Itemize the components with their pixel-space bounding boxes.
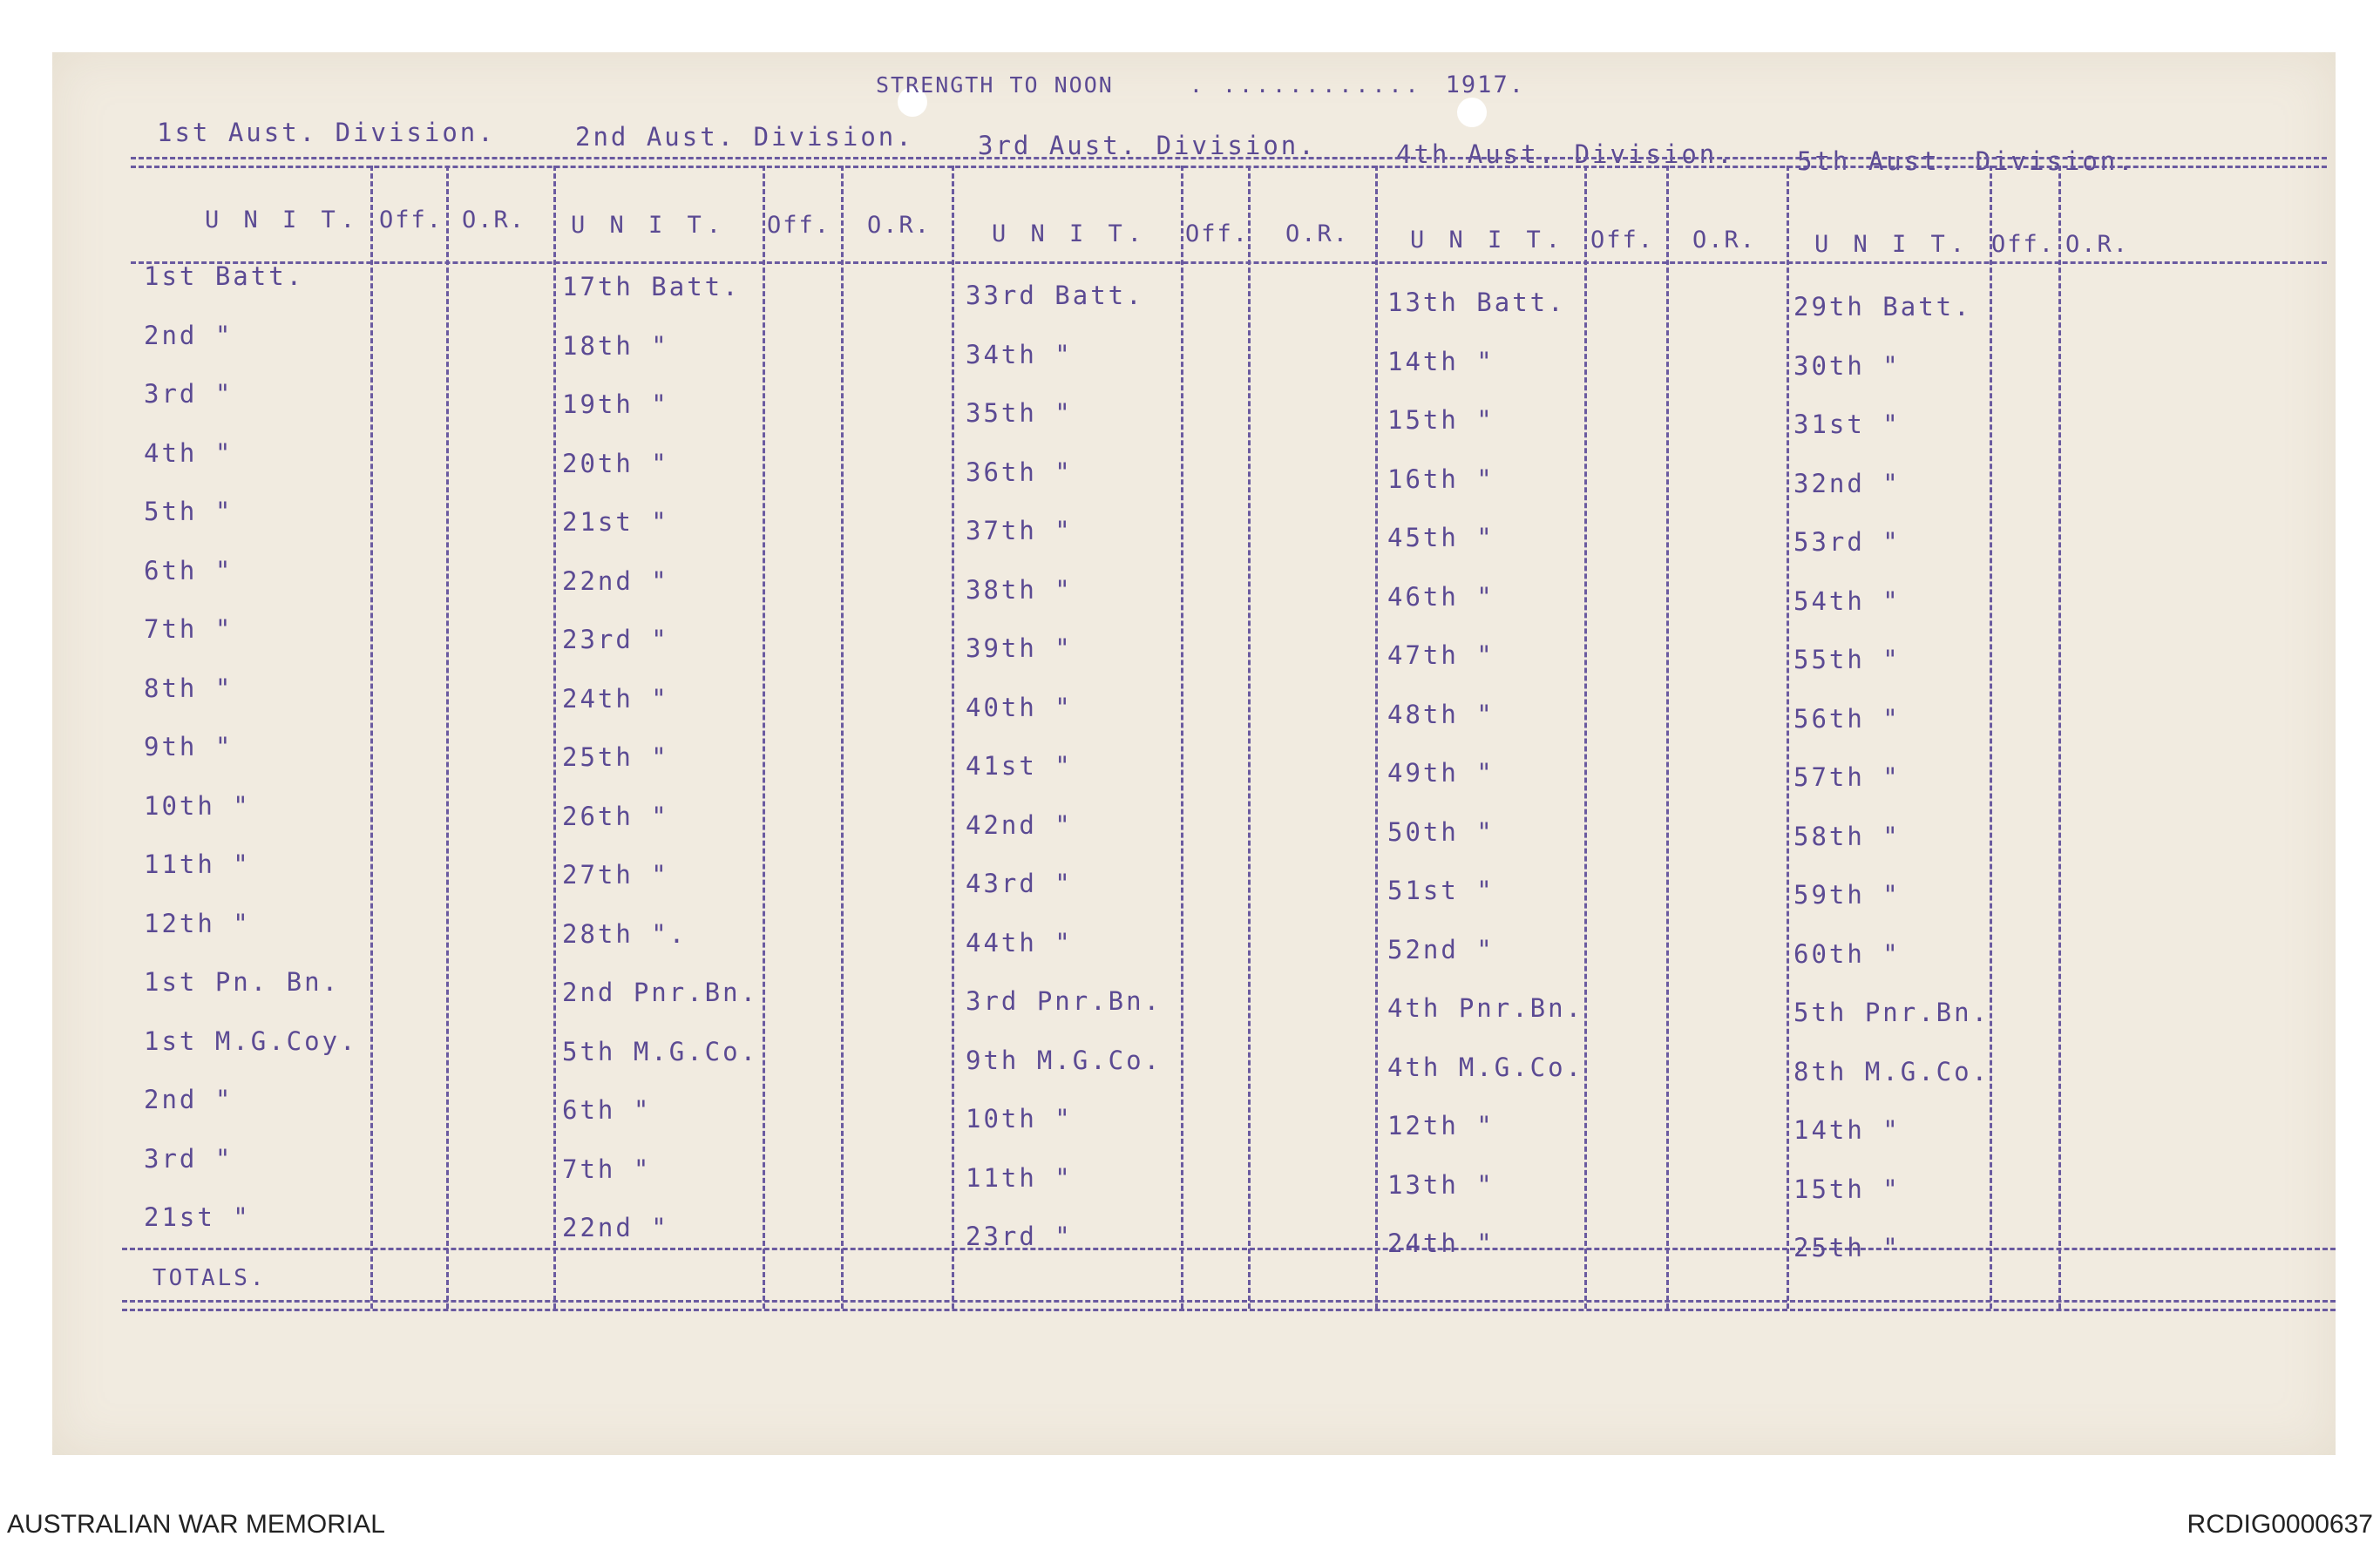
vrule-d3-or (1248, 166, 1251, 1309)
rule-bottom-double (122, 1309, 2336, 1311)
unit-cell: 53rd " (1793, 527, 1901, 557)
unit-cell: 34th " (966, 339, 1073, 369)
unit-cell: 14th " (1793, 1115, 1901, 1145)
unit-cell: 39th " (966, 633, 1073, 663)
unit-cell: 21st " (562, 507, 669, 537)
vrule-d1-off (370, 166, 373, 1309)
unit-cell: 3rd Pnr.Bn. (966, 986, 1163, 1016)
footer-archive-name: AUSTRALIAN WAR MEMORIAL (7, 1510, 385, 1539)
unit-cell: 31st " (1793, 409, 1901, 439)
unit-cell: 12th " (144, 908, 251, 938)
unit-cell: 4th Pnr.Bn. (1387, 993, 1584, 1023)
unit-cell: 38th " (966, 574, 1073, 605)
unit-cell: 2nd Pnr.Bn. (562, 978, 759, 1007)
unit-cell: 1st Pn. Bn. (144, 967, 341, 997)
unit-cell: 52nd " (1387, 934, 1495, 965)
unit-cell: 24th " (1387, 1228, 1495, 1258)
division-heading-3: 3rd Aust. Division. (978, 131, 1317, 160)
unit-cell: 2nd " (144, 320, 234, 350)
unit-cell: 5th M.G.Co. (562, 1036, 759, 1066)
rule-under-headers (131, 261, 2327, 264)
rule-above-totals (122, 1248, 2336, 1250)
unit-cell: 1st Batt. (144, 261, 305, 291)
unit-cell: 10th " (144, 790, 251, 821)
title-year: 1917. (1445, 71, 1525, 98)
unit-cell: 33rd Batt. (966, 281, 1144, 310)
unit-cell: 22nd " (562, 1213, 669, 1242)
unit-cell: 11th " (144, 849, 251, 879)
vrule-d2-unit (553, 166, 556, 1309)
rule-top-double (131, 166, 2327, 168)
unit-cell: 54th " (1793, 585, 1901, 616)
unit-cell: 57th " (1793, 762, 1901, 792)
unit-cell: 51st " (1387, 876, 1495, 905)
unit-cell: 43rd " (966, 869, 1073, 898)
division-heading-2: 2nd Aust. Division. (575, 122, 914, 152)
vrule-d5-off (1990, 166, 1992, 1309)
division-heading-1: 1st Aust. Division. (157, 118, 496, 147)
unit-cell: 44th " (966, 927, 1073, 958)
unit-cell: 4th " (144, 437, 234, 468)
vrule-d4-off (1584, 166, 1587, 1309)
unit-cell: 45th " (1387, 523, 1495, 552)
unit-cell: 60th " (1793, 938, 1901, 969)
unit-cell: 32nd " (1793, 468, 1901, 498)
unit-cell: 25th " (1793, 1233, 1901, 1262)
unit-cell: 8th " (144, 673, 234, 703)
unit-cell: 5th " (144, 497, 234, 526)
unit-cell: 4th M.G.Co. (1387, 1052, 1584, 1082)
rule-below-totals (122, 1300, 2336, 1303)
col-or-d3: O.R. (1285, 220, 1350, 247)
unit-cell: 7th " (144, 614, 234, 644)
col-or-d1: O.R. (462, 206, 526, 234)
punch-hole-right (1457, 98, 1487, 127)
unit-cell: 11th " (966, 1162, 1073, 1193)
unit-cell: 26th " (562, 801, 669, 831)
unit-cell: 13th " (1387, 1169, 1495, 1200)
col-or-d2: O.R. (867, 212, 932, 239)
vrule-d2-off (763, 166, 765, 1309)
col-or-d4: O.R. (1692, 227, 1757, 254)
footer-record-id: RCDIG0000637 (2187, 1510, 2373, 1539)
unit-cell: 20th " (562, 448, 669, 478)
unit-cell: 28th ". (562, 918, 688, 949)
unit-cell: 40th " (966, 692, 1073, 722)
division-heading-4: 4th Aust. Division. (1396, 139, 1735, 169)
unit-cell: 41st " (966, 751, 1073, 781)
unit-cell: 46th " (1387, 581, 1495, 612)
unit-cell: 50th " (1387, 816, 1495, 847)
unit-cell: 5th Pnr.Bn. (1793, 998, 1990, 1027)
unit-cell: 16th " (1387, 464, 1495, 494)
unit-cell: 58th " (1793, 821, 1901, 851)
title-date-blank: . ............ (1189, 72, 1422, 98)
unit-cell: 56th " (1793, 703, 1901, 734)
unit-cell: 24th " (562, 683, 669, 714)
unit-cell: 37th " (966, 516, 1073, 545)
vrule-d3-unit (952, 166, 954, 1309)
unit-cell: 2nd " (144, 1085, 234, 1114)
vrule-d5-unit (1787, 166, 1789, 1309)
unit-cell: 7th " (562, 1154, 652, 1184)
unit-cell: 3rd " (144, 379, 234, 409)
form-title (876, 71, 1525, 98)
unit-cell: 21st " (144, 1202, 251, 1232)
unit-cell: 6th " (562, 1095, 652, 1125)
col-unit-d2: U N I T. (571, 212, 727, 239)
vrule-d5-or (2058, 166, 2061, 1309)
unit-cell: 12th " (1387, 1111, 1495, 1141)
unit-cell: 48th " (1387, 699, 1495, 729)
unit-cell: 42nd " (966, 809, 1073, 840)
col-off-d1: Off. (379, 206, 444, 234)
unit-cell: 3rd " (144, 1143, 234, 1174)
unit-cell: 35th " (966, 398, 1073, 428)
unit-cell: 29th Batt. (1793, 292, 1972, 322)
unit-cell: 25th " (562, 742, 669, 772)
unit-cell: 23rd " (966, 1222, 1073, 1251)
col-off-d4: Off. (1590, 227, 1655, 254)
vrule-d4-unit (1375, 166, 1378, 1309)
unit-cell: 19th " (562, 389, 669, 419)
title-text: STRENGTH TO NOON (876, 72, 1114, 98)
col-unit-d3: U N I T. (992, 220, 1148, 247)
vrule-d1-or (446, 166, 449, 1309)
unit-cell: 47th " (1387, 640, 1495, 670)
unit-cell: 30th " (1793, 350, 1901, 381)
col-unit-d1: U N I T. (205, 206, 361, 234)
unit-cell: 1st M.G.Coy. (144, 1025, 358, 1056)
unit-cell: 15th " (1793, 1174, 1901, 1204)
vrule-d4-or (1666, 166, 1669, 1309)
col-or-d5: O.R. (2065, 231, 2130, 258)
unit-cell: 13th Batt. (1387, 288, 1566, 317)
col-unit-d4: U N I T. (1410, 227, 1566, 254)
unit-cell: 27th " (562, 860, 669, 890)
vrule-d3-off (1181, 166, 1183, 1309)
vrule-d2-or (841, 166, 844, 1309)
unit-cell: 15th " (1387, 405, 1495, 435)
col-unit-d5: U N I T. (1814, 231, 1970, 258)
col-off-d2: Off. (767, 212, 831, 239)
unit-cell: 6th " (144, 555, 234, 585)
col-off-d3: Off. (1185, 220, 1250, 247)
col-off-d5: Off. (1991, 231, 2056, 258)
totals-label: TOTALS. (153, 1265, 267, 1291)
unit-cell: 17th Batt. (562, 272, 741, 301)
unit-cell: 49th " (1387, 758, 1495, 788)
unit-cell: 14th " (1387, 346, 1495, 376)
unit-cell: 9th M.G.Co. (966, 1045, 1163, 1075)
unit-cell: 10th " (966, 1104, 1073, 1134)
unit-cell: 55th " (1793, 645, 1901, 674)
unit-cell: 9th " (144, 732, 234, 761)
unit-cell: 23rd " (562, 625, 669, 654)
unit-cell: 59th " (1793, 880, 1901, 910)
unit-cell: 18th " (562, 330, 669, 361)
division-heading-5: 5th Aust. Division. (1797, 146, 2136, 176)
unit-cell: 36th " (966, 457, 1073, 487)
unit-cell: 8th M.G.Co. (1793, 1056, 1990, 1086)
unit-cell: 22nd " (562, 565, 669, 596)
rule-top (131, 157, 2327, 159)
